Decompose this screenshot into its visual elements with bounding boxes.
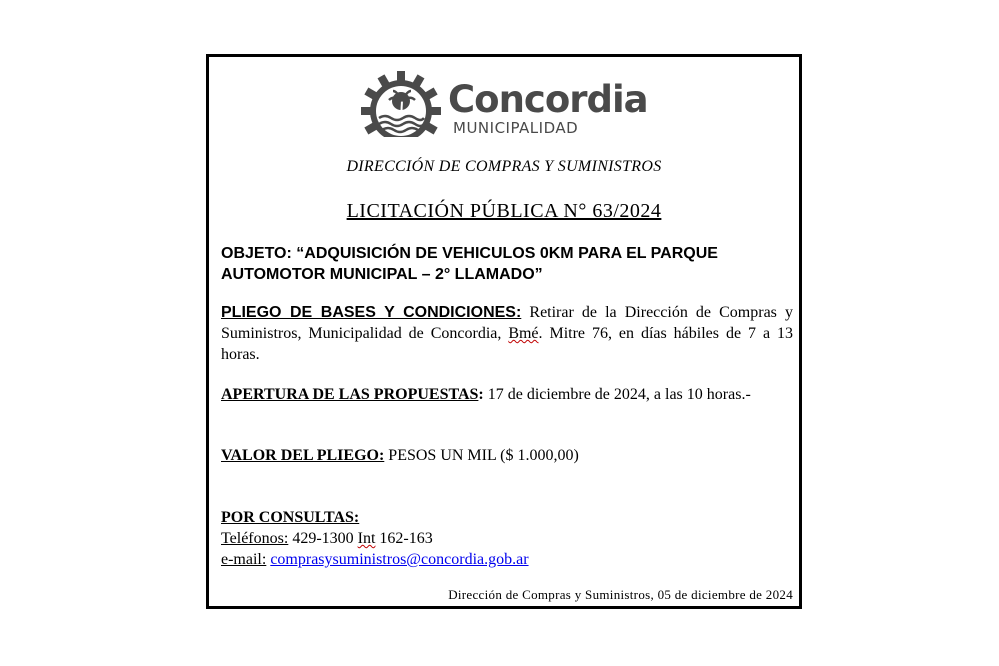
pliego-label: PLIEGO DE BASES Y CONDICIONES: bbox=[221, 304, 522, 321]
consultas-label: POR CONSULTAS: bbox=[221, 509, 360, 526]
email-link[interactable]: comprasysuministros@concordia.gob.ar bbox=[270, 551, 529, 568]
email-label: e-mail: bbox=[221, 551, 267, 568]
logo-name: Concordia bbox=[448, 78, 648, 121]
phone-before: 429-1300 bbox=[288, 530, 358, 547]
pliego-paragraph bbox=[221, 302, 793, 365]
concordia-logo bbox=[361, 71, 661, 143]
valor-label: VALOR DEL PLIEGO: bbox=[221, 447, 385, 464]
apertura-colon: : bbox=[478, 386, 484, 403]
footer-signature: Dirección de Compras y Suministros, 05 de diciembre de 2024 bbox=[448, 587, 793, 602]
tender-title: LICITACIÓN PÚBLICA N° 63/2024 bbox=[346, 200, 662, 222]
pliego-text-before: Retirar de la Dirección de Compras y Suministros, Municipalidad de Concordia, bbox=[221, 304, 793, 342]
consultas-block bbox=[221, 507, 793, 570]
pliego-spell-word: Bmé bbox=[508, 325, 539, 342]
apertura-label: APERTURA DE LAS PROPUESTAS bbox=[221, 386, 479, 403]
objeto-paragraph bbox=[221, 243, 793, 285]
objeto-line-2: AUTOMOTOR MUNICIPAL – 2° LLAMADO” bbox=[221, 266, 543, 283]
objeto-line-1: OBJETO: “ADQUISICIÓN DE VEHICULOS 0KM PARA EL PARQUE bbox=[221, 245, 718, 262]
logo-subtitle: MUNICIPALIDAD bbox=[453, 119, 579, 137]
consultas-phone-line bbox=[221, 528, 793, 549]
phone-after: 162-163 bbox=[375, 530, 433, 547]
phone-label: Teléfonos: bbox=[221, 530, 289, 547]
valor-text: PESOS UN MIL ($ 1.000,00) bbox=[384, 447, 579, 464]
concordia-emblem-icon bbox=[361, 71, 441, 143]
apertura-paragraph bbox=[221, 384, 793, 405]
phone-spell-word: Int bbox=[357, 530, 376, 547]
notice-frame bbox=[206, 54, 802, 609]
apertura-text: 17 de diciembre de 2024, a las 10 horas.- bbox=[483, 386, 751, 403]
pliego-text-after: . Mitre 76, en días hábiles de 7 a 13 horas. bbox=[221, 325, 793, 363]
department-heading: DIRECCIÓN DE COMPRAS Y SUMINISTROS bbox=[346, 158, 662, 175]
valor-paragraph bbox=[221, 445, 793, 466]
consultas-email-line bbox=[221, 549, 793, 570]
